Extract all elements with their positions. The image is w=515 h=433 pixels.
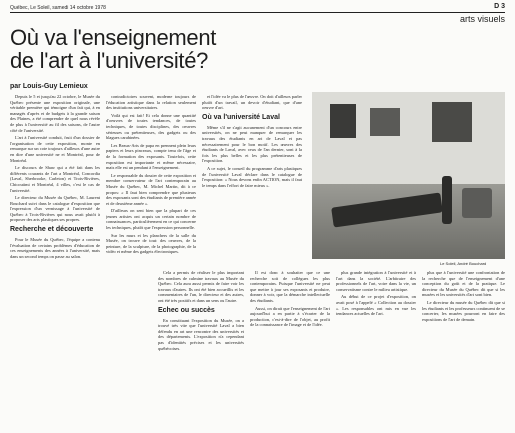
wall-artwork bbox=[432, 102, 472, 142]
exhibition-photo bbox=[312, 92, 505, 259]
paragraph: Au début de ce projet d'exposition, on avait posé à l'appelé « Collection au dossier ». Les responsables ont mis en vue les tendances actuelles de l'art. bbox=[336, 294, 416, 317]
paragraph: Depuis le 5 et jusqu'au 22 octobre, le Musée du Québec présente une exposition originale, une véritable première qui témoigne d'un fait qui, à en managés d'après et de budgets à la grande saison des Plaines, a été comprendre de quel nous révèle de plus à l'université au fil des saisons, de l'autre côté de l'université. bbox=[10, 94, 100, 133]
lower-column-b bbox=[250, 270, 330, 430]
standing-figure bbox=[442, 176, 452, 224]
paragraph: plus que à l'université une confrontation de la recherche que de l'enseignement d'une conception du goût et de la pratique. Le directeur du Musée du Québec dit que si les musées et les universités d'art sont bien. bbox=[422, 270, 505, 298]
paragraph: plus grande intégration à l'université et à l'art dans la société. L'arbitraire des professionnels de l'art, voire dans la vie, un conservatisme contre le milieu artistique. bbox=[336, 270, 416, 292]
paragraph: L'art à l'université conduit, fruit d'un dossier de l'organisation de cette exposition, monte en remarque sur un cote toujours d'ailleurs d'une autre en dire d'une université ne et Montréal, pour de Montréal. bbox=[10, 135, 100, 163]
paragraph: Les Beaux-Arts de papa en prennent plein leurs papiers et leurs pinceaux, compte tenu de l'âge et de la formation des exposants. Toutefois, cette exposition est importante et même nécessaire, mais elle est un pendant à l'enseignement. bbox=[106, 142, 196, 171]
paragraph: Le responsable du dossier de cette exposition et membre conservateur de l'art contemporain au Musée du Québec, M. Michel Martin, dit à ce propos: « Il faut bien comprendre que plusieurs des exposants sont des étudiants de première année et de deuxième année ». bbox=[106, 172, 196, 206]
paragraph: En constituant l'exposition du Musée, on a trouvé très vite que l'université Laval a bien défendu en art une rencontre des universités et des départements. L'exposition n'a cependant pas d'identités précises et les universités québécoises. bbox=[158, 317, 244, 351]
page-number: D 3 bbox=[494, 3, 505, 10]
subhead-echec-ou-succes: Echec ou succès bbox=[158, 306, 215, 314]
article-column-1 bbox=[10, 94, 100, 429]
paragraph: Aussi, on dirait que l'enseignement de l'art aujourd'hui a en partie à s'écarter de la production, c'est-à-dire de l'objet, au profit de la connaissance de l'image et de l'idée. bbox=[250, 305, 330, 328]
floor-sculpture bbox=[462, 188, 492, 218]
photo-caption: Le Soleil, André Bouchard bbox=[440, 261, 487, 266]
wall-artwork bbox=[370, 108, 400, 136]
paragraph: Le discours de Shaw qui a été fait dans les différents courants de l'art a Montréal, Concordia (Laval, Sherbrooke, Carleton) et Trois-Rivières, Chicoutimi et Montréal, 4 villes, c'est le cas de l'université. bbox=[10, 165, 100, 193]
byline: par Louis-Guy Lemieux bbox=[10, 83, 88, 90]
paragraph: Sur les murs et les planchers de la salle du Musée, on trouve de tout: des oeuvres, de la peinture, de la sculpture, de la photographie, de la vidéo et même des gadgets électroniques. bbox=[106, 232, 196, 255]
paragraph: Voilà qui est fait! Et cela donne une quantité d'oeuvres de toutes tendances, de toutes techniques, de toutes disciplines, des oeuvres sérieuses ou prétentieuses, des gadgets ou des blagues carabinées. bbox=[106, 112, 196, 141]
wall-artwork bbox=[330, 104, 356, 138]
paragraph: Même s'il ne s'agit aucunement d'un concours entre universités, on ne peut manquer de remarquer les travaux des étudiants en art de Laval et pas nécessairement pour le bon motif. Les œuvres des étudiants de Laval, avec ceux de l'an dernier, sont à la fois les plus belles et les plus prétentieuses de l'exposition. bbox=[202, 124, 302, 164]
lower-column-d bbox=[422, 270, 505, 430]
headline-line-1: Où va l'enseignement bbox=[10, 25, 217, 50]
paragraph: A ce sujet, le conseil du programme d'arts plastiques de l'université Laval déclare dans le catalogue de l'exposition: « Nous devons enfin ACTION, mais il faut le temps dans l'effort de faire mieux ». bbox=[202, 165, 302, 188]
paragraph: Cela a permis de réaliser le plus important des nombres de culmine travaux au Musée du Québec. Cela aura aussi permis de faire voir les travaux d'autres. Ils ont été bien accueillis et les commentaires de l'un, le directeur et des autres, ont été très positifs et dans un sens ou l'autre. bbox=[158, 270, 244, 303]
paragraph: Le directeur du musée du Québec dit que si les étudiants et les professeurs continuent de se concerter, les musées pourront en faire des expositions de l'art de demain. bbox=[422, 299, 505, 322]
paragraph: Le directeur du Musée du Québec, M. Laurent Bouchard suivi dans le catalogue d'exposition que l'expression d'un vernissage à l'université de Québec à Trois-Rivières qui nous avait plutôt à proposer des arts plastiques ses propres. bbox=[10, 195, 100, 223]
dateline: Québec, Le Soleil, samedi 14 octobre 1978 bbox=[10, 5, 106, 11]
lower-column-c bbox=[336, 270, 416, 430]
paragraph: Il est donc à souhaiter que ce une recherche soit de collègues les plus contemporains. Puisque l'université ne peut que mettre à jour ses exposants et produire, donner à voir, que la démarche intellectuelle des étudiants. bbox=[250, 270, 330, 303]
paragraph: D'ailleurs on sent bien que la plupart de ces jeunes artistes ont acquis un certain nombre de connaissances, particulièrement en ce qui concerne les techniques, plutôt que l'expression personnelle. bbox=[106, 208, 196, 231]
header-rule bbox=[10, 12, 505, 13]
paragraph: contradictoires souvent, moderne toujours de l'éducation artistique dans la relation seulement des institutions universitaires. bbox=[106, 94, 196, 111]
subhead-recherche: Recherche et découverte bbox=[10, 226, 94, 234]
subhead-universite-laval: Où va l'université Laval bbox=[202, 113, 280, 121]
paragraph: et l'idée va le plus de l'œuvre. On doit d'ailleurs parler plutôt d'un travail, un devoir d'étudiant, que d'une oeuvre d'art. bbox=[202, 94, 302, 111]
lower-column-a bbox=[158, 270, 244, 430]
section-title: arts visuels bbox=[459, 14, 505, 24]
headline-line-2: de l'art à l'université? bbox=[10, 48, 209, 73]
headline bbox=[10, 26, 310, 72]
paragraph: Pour le Musée du Québec, l'équipe a contenu l'évaluation de certains problèmes d'éducation de ces enseignements des années à l'université, mais dans un second temps on passe au salon. bbox=[10, 237, 100, 259]
